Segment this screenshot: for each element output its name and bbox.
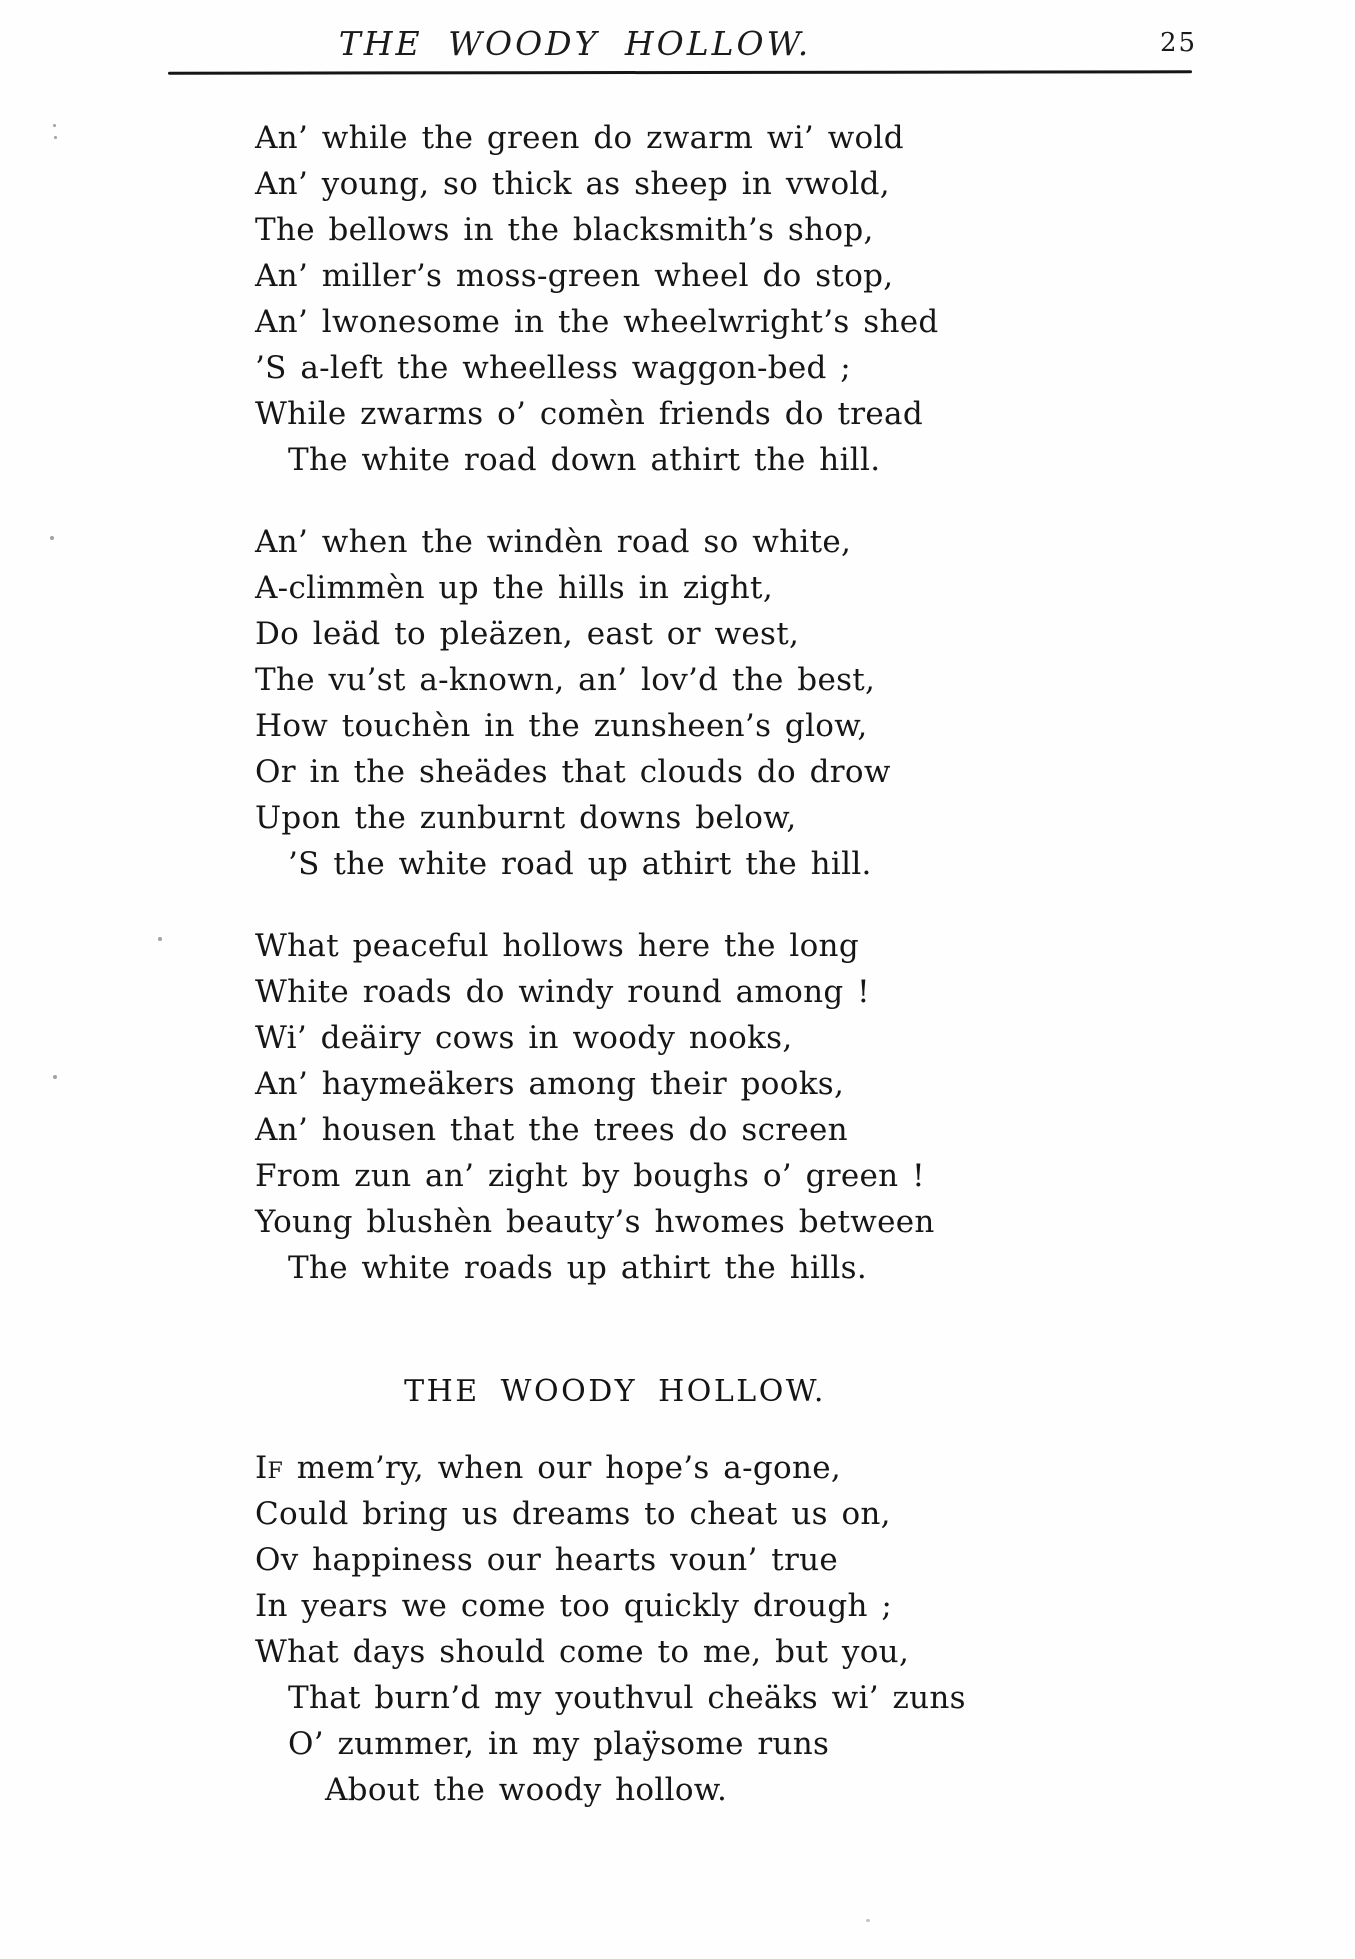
poem-line: The vu’st a-known, an’ lov’d the best, <box>255 662 876 698</box>
poem-line: An’ lwonesome in the wheelwright’s shed <box>255 304 939 340</box>
poem-line: An’ haymeäkers among their pooks, <box>255 1066 845 1102</box>
stanza <box>255 115 1075 483</box>
poem-line: Ov happiness our hearts voun’ true <box>255 1542 839 1578</box>
page-number: 25 <box>1160 28 1198 58</box>
poem-title: THE WOODY HOLLOW. <box>404 1374 826 1409</box>
poem-line: White roads do windy round among ! <box>255 974 870 1010</box>
poem-line: An’ while the green do zwarm wi’ wold <box>255 120 904 156</box>
poem-line: How touchèn in the zunsheen’s glow, <box>255 708 868 744</box>
poem-woody-hollow <box>255 1369 1075 1813</box>
poem-line: What days should come to me, but you, <box>255 1634 910 1670</box>
scan-speck <box>50 536 54 540</box>
poem-line: About the woody hollow. <box>325 1772 728 1808</box>
opening-rest: mem’ry, when our hope’s a-gone, <box>283 1450 842 1486</box>
poem-line: The white road down athirt the hill. <box>288 442 881 478</box>
poem-line: While zwarms o’ comèn friends do tread <box>255 396 923 432</box>
poem-line <box>255 1445 1075 1491</box>
poem-line: Or in the sheädes that clouds do drow <box>255 754 891 790</box>
poem-continuation <box>255 115 1075 1291</box>
header-rule <box>168 70 1192 74</box>
poem-line: The bellows in the blacksmith’s shop, <box>255 212 874 248</box>
poem-line: From zun an’ zight by boughs o’ green ! <box>255 1158 925 1194</box>
scan-speck <box>54 136 57 139</box>
stanza <box>255 1445 1075 1813</box>
scan-speck <box>158 937 162 941</box>
stanza <box>255 519 1075 887</box>
poem-line: O’ zummer, in my plaÿsome runs <box>288 1726 830 1762</box>
scan-speck <box>53 124 56 127</box>
poem-line: The white roads up athirt the hills. <box>288 1250 867 1286</box>
poem-line: Upon the zunburnt downs below, <box>255 800 797 836</box>
poem-line: Wi’ deäiry cows in woody nooks, <box>255 1020 793 1056</box>
poem-line: An’ young, so thick as sheep in vwold, <box>255 166 890 202</box>
poem-line: In years we come too quickly drough ; <box>255 1588 893 1624</box>
poem-line: A-climmèn up the hills in zight, <box>255 570 773 606</box>
poem-line: Could bring us dreams to cheat us on, <box>255 1496 891 1532</box>
running-title: THE WOODY HOLLOW. <box>338 24 812 63</box>
poem-line: What peaceful hollows here the long <box>255 928 859 964</box>
stanza <box>255 923 1075 1291</box>
poem-line: Do leäd to pleäzen, east or west, <box>255 616 800 652</box>
opening-word: If <box>255 1450 284 1486</box>
poem-line: An’ housen that the trees do screen <box>255 1112 848 1148</box>
poem-line: That burn’d my youthvul cheäks wi’ zuns <box>288 1680 966 1716</box>
poem-line: Young blushèn beauty’s hwomes between <box>255 1204 935 1240</box>
poem-body <box>255 115 1075 1813</box>
poem-line: An’ miller’s moss-green wheel do stop, <box>255 258 894 294</box>
poem-line: ’S a-left the wheelless waggon-bed ; <box>255 350 852 386</box>
poem-line: An’ when the windèn road so white, <box>255 524 852 560</box>
poem-line: ’S the white road up athirt the hill. <box>288 846 872 882</box>
scan-speck <box>53 1075 57 1079</box>
scan-speck <box>866 1919 870 1922</box>
